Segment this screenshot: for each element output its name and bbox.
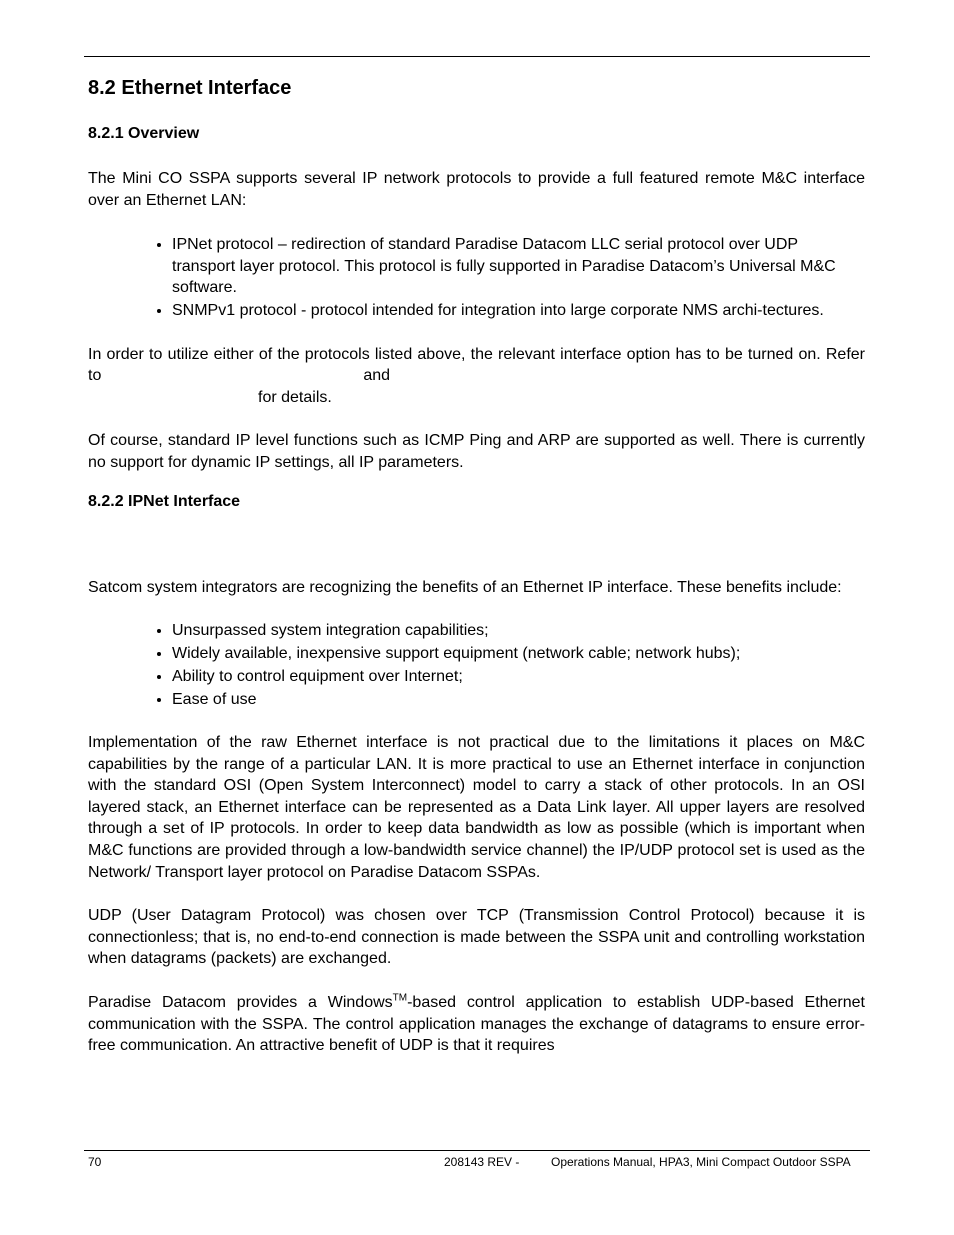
trademark-superscript: TM: [392, 992, 408, 1004]
list-item: • Widely available, inexpensive support equipment (network cable; network hubs);: [172, 643, 865, 665]
turn-on-and: and: [363, 367, 391, 385]
protocol-list: [88, 234, 865, 321]
list-item: • Ease of use: [172, 689, 865, 711]
control-app-paragraph: Paradise Datacom provides a Windows™-based control application to establish UDP-based Ethernet communication with the SSPA. The control application manages the exchange of datagrams to ensure error-free communication. An attractive benefit of UDP is that it requires: [88, 992, 865, 1055]
doc-title: Operations Manual, HPA3, Mini Compact Outdoor SSPA: [551, 1155, 851, 1169]
turn-on-paragraph: [88, 344, 865, 409]
document-body: [88, 76, 865, 1057]
list-item: • SNMPv1 protocol - protocol intended for integration into large corporate NMS archi-tectures.: [172, 300, 865, 322]
overview-heading: 8.2.1 Overview: [88, 125, 200, 142]
benefits-list: [88, 620, 865, 711]
ip-functions-paragraph: Of course, standard IP level functions such as ICMP Ping and ARP are supported as well. There is currently no support for dynamic IP settings, all IP parameters.: [88, 432, 865, 471]
list-item: • IPNet protocol – redirection of standard Paradise Datacom LLC serial protocol over UDP transport layer protocol. This protocol is fully supported in Paradise Datacom’s Universal M&C software.: [172, 234, 865, 299]
turn-on-suffix: for details.: [258, 388, 332, 406]
header-rule: [84, 56, 870, 57]
ipnet-intro: Satcom system integrators are recognizing the benefits of an Ethernet IP interface. These benefits include:: [88, 578, 842, 596]
osi-paragraph: Implementation of the raw Ethernet interface is not practical due to the limitations it places on M&C capabilities by the range of a particular LAN. It is more practical to use an Ethernet interface in conjunction with the standard OSI (Open System Interconnect) model to carry a stack of other protocols. In an OSI layered stack, an Ethernet interface can be represented as a Data Link layer. All upper layers are resolved through a set of IP protocols. In order to keep data bandwidth as low as possible (which is important when M&C functions are provided through a low-bandwidth service channel) the IP/UDP protocol set is used as the Network/ Transport layer protocol on Paradise Datacom SSPAs.: [88, 734, 865, 881]
ipnet-heading: 8.2.2 IPNet Interface: [88, 492, 241, 510]
udp-paragraph: UDP (User Datagram Protocol) was chosen over TCP (Transmission Control Protocol) because it is connectionless; that is, no end-to-end connection is made between the SSPA unit and controlling workstation when datagrams (packets) are exchanged.: [88, 907, 865, 968]
footer-rule: [84, 1150, 870, 1151]
page-number: 70: [88, 1155, 102, 1169]
list-item: • Ability to control equipment over Internet;: [172, 666, 865, 688]
turn-on-prefix: In order to utilize either of the protocols listed above, the relevant interface option has to be turned on. Refer to: [88, 345, 865, 385]
list-item: • Unsurpassed system integration capabilities;: [172, 620, 865, 642]
overview-intro: The Mini CO SSPA supports several IP network protocols to provide a full featured remote M&C interface over an Ethernet LAN:: [88, 170, 865, 209]
doc-id: 208143 REV -: [444, 1155, 520, 1169]
section-heading: 8.2 Ethernet Interface: [88, 77, 292, 99]
